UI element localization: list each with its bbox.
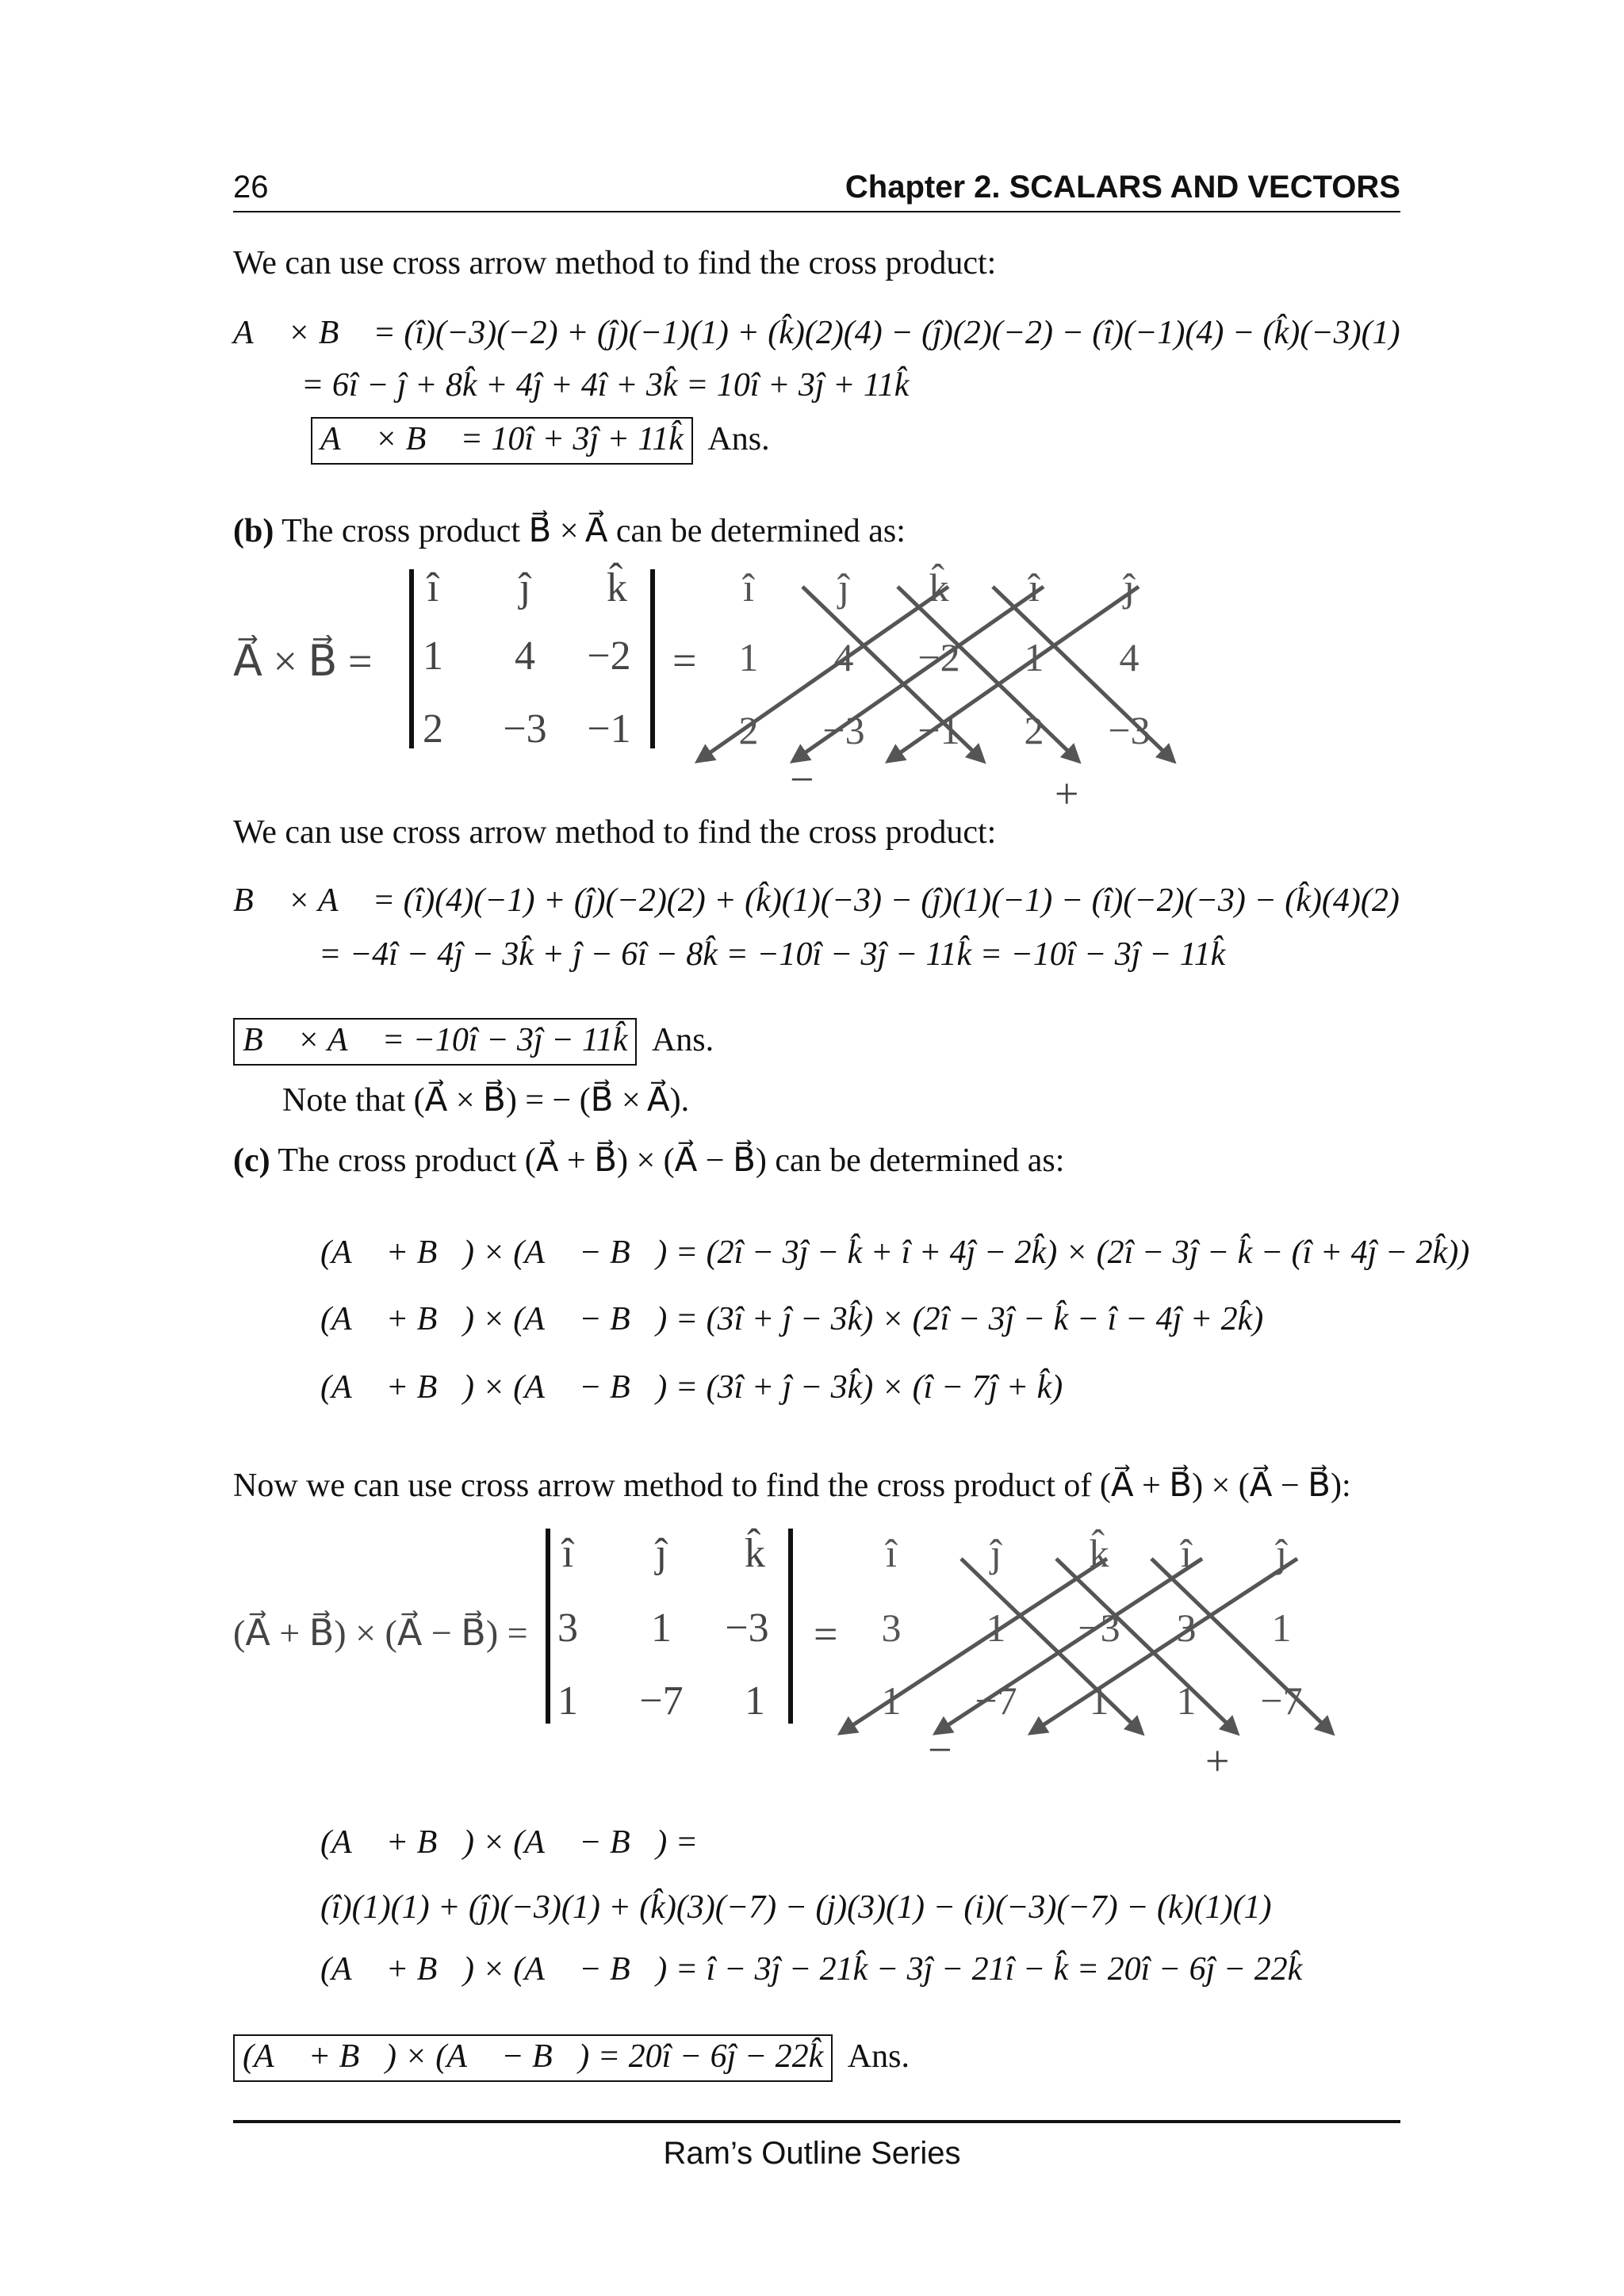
det1-cell: −3 bbox=[503, 706, 547, 752]
det2-exp-cell: î bbox=[886, 1531, 897, 1575]
det2-lhs: (A⃗ + B⃗) × (A⃗ − B⃗) = bbox=[233, 1613, 528, 1653]
det1-exp-cell: 1 bbox=[1024, 635, 1044, 679]
bxa-result-line bbox=[233, 1018, 714, 1066]
bxa-equation-1: B⃗ × A⃗ = (î)(4)(−1) + (ĵ)(−2)(2) + (k̂)(1)(−3) − (ĵ)(1)(−1) − (î)(−2)(−3) − (k̂)(4)(2) bbox=[233, 882, 1400, 919]
det1-cell: ĵ bbox=[519, 565, 531, 610]
det2-exp-cell: 3 bbox=[881, 1605, 902, 1650]
det1-cell: 2 bbox=[423, 706, 443, 752]
part-c-heading bbox=[233, 1140, 1064, 1180]
part-b-heading bbox=[233, 511, 906, 550]
det1-cell: k̂ bbox=[607, 565, 627, 610]
det2-equals: = bbox=[814, 1610, 838, 1658]
det2-exp-cell: ĵ bbox=[990, 1531, 1002, 1575]
det2-exp-cell: î bbox=[1181, 1531, 1192, 1575]
det1-exp-cell: 2 bbox=[738, 708, 759, 752]
c-result-box: (A⃗ + B⃗) × (A⃗ − B⃗) = 20î − 6ĵ − 22k̂ bbox=[233, 2034, 833, 2082]
ans-label: Ans. bbox=[651, 1022, 714, 1058]
chapter-title: Chapter 2. SCALARS AND VECTORS bbox=[845, 170, 1400, 205]
det2-exp-cell: 1 bbox=[881, 1678, 902, 1723]
det2-exp-cell: ĵ bbox=[1276, 1531, 1287, 1575]
axb-equation-1: A⃗ × B⃗ = (î)(−3)(−2) + (ĵ)(−1)(1) + (k̂)(2)(4) − (ĵ)(2)(−2) − (î)(−1)(4) − (k̂)(−3)(1) bbox=[233, 315, 1400, 351]
axb-result-box: A⃗ × B⃗ = 10î + 3ĵ + 11k̂ bbox=[311, 417, 693, 465]
det1-exp-cell: 2 bbox=[1024, 708, 1044, 752]
intro-text-2: We can use cross arrow method to find the cross product: bbox=[233, 814, 997, 851]
det1-cell: 4 bbox=[515, 633, 535, 679]
det1-exp-cell: 1 bbox=[738, 635, 759, 679]
note-text: Note that (A⃗ × B⃗) = − (B⃗ × A⃗). bbox=[282, 1082, 690, 1119]
det1-exp-cell: ĵ bbox=[838, 565, 849, 610]
part-c-label: (c) bbox=[233, 1142, 270, 1179]
det1-plus-sign: + bbox=[1055, 770, 1079, 817]
det2-exp-cell: −3 bbox=[1078, 1605, 1120, 1650]
det2-cell: 1 bbox=[557, 1678, 578, 1724]
det1-exp-cell: −3 bbox=[1108, 708, 1151, 752]
det1-exp-cell: î bbox=[1028, 565, 1040, 610]
det1-equals: = bbox=[672, 637, 697, 684]
part-b-text: The cross product B⃗ × A⃗ can be determined as: bbox=[282, 513, 906, 549]
det2-cell: 1 bbox=[745, 1678, 765, 1724]
ans-label: Ans. bbox=[847, 2038, 910, 2075]
det1-exp-cell: −2 bbox=[917, 635, 960, 679]
intro-text-3: Now we can use cross arrow method to find the cross product of (A⃗ + B⃗) × (A⃗ − B⃗): bbox=[233, 1468, 1351, 1504]
det2-exp-cell: 3 bbox=[1176, 1605, 1197, 1650]
axb-result-line bbox=[311, 417, 770, 465]
det1-exp-cell: 4 bbox=[1119, 635, 1139, 679]
part-b-label: (b) bbox=[233, 513, 274, 549]
bxa-equation-2: = −4î − 4ĵ − 3k̂ + ĵ − 6î − 8k̂ = −10î − 3ĵ − 11k̂ = −10î − 3ĵ − 11k̂ bbox=[319, 936, 1226, 973]
det2-cell: 1 bbox=[651, 1605, 672, 1651]
c-result-line-2: (î)(1)(1) + (ĵ)(−3)(1) + (k̂)(3)(−7) − (j)(3)(1) − (i)(−3)(−7) − (k)(1)(1) bbox=[320, 1889, 1272, 1926]
c-result-line-1: (A⃗ + B⃗) × (A⃗ − B⃗) = bbox=[320, 1824, 699, 1861]
det1-exp-cell: î bbox=[743, 565, 754, 610]
det2-exp-cell: 1 bbox=[1089, 1678, 1109, 1723]
bxa-result-box: B⃗ × A⃗ = −10î − 3ĵ − 11k̂ bbox=[233, 1018, 637, 1066]
det2-exp-cell: −7 bbox=[1260, 1678, 1303, 1723]
c-equation-2: (A⃗ + B⃗) × (A⃗ − B⃗) = (3î + ĵ − 3k̂) × (2î − 3ĵ − k̂ − î − 4ĵ + 2k̂) bbox=[320, 1301, 1264, 1337]
header-rule bbox=[233, 211, 1400, 212]
det1-cell: −2 bbox=[587, 633, 631, 679]
part-c-text: The cross product (A⃗ + B⃗) × (A⃗ − B⃗) can be determined as: bbox=[278, 1142, 1065, 1179]
c-equation-1: (A⃗ + B⃗) × (A⃗ − B⃗) = (2î − 3ĵ − k̂ + î + 4ĵ − 2k̂) × (2î − 3ĵ − k̂ − (î + 4ĵ − 2k̂)) bbox=[320, 1234, 1470, 1271]
det2-cell: −3 bbox=[725, 1605, 769, 1651]
det2-cell: ĵ bbox=[655, 1531, 668, 1576]
det2-plus-sign: + bbox=[1205, 1737, 1230, 1785]
ans-label: Ans. bbox=[707, 421, 770, 457]
footer-rule bbox=[233, 2120, 1400, 2123]
det1-cell: î bbox=[427, 565, 439, 610]
c-equation-3: (A⃗ + B⃗) × (A⃗ − B⃗) = (3î + ĵ − 3k̂) × (î − 7ĵ + k̂) bbox=[320, 1369, 1063, 1406]
det2-exp-cell: k̂ bbox=[1089, 1531, 1109, 1575]
axb-equation-2: = 6î − ĵ + 8k̂ + 4ĵ + 4î + 3k̂ = 10î + 3ĵ + 11k̂ bbox=[301, 367, 910, 404]
c-final-result-line bbox=[233, 2034, 910, 2082]
intro-text-1: We can use cross arrow method to find the cross product: bbox=[233, 245, 997, 281]
det1-exp-cell: 4 bbox=[833, 635, 854, 679]
c-result-line-3: (A⃗ + B⃗) × (A⃗ − B⃗) = î − 3ĵ − 21k̂ − 3ĵ − 21î − k̂ = 20î − 6ĵ − 22k̂ bbox=[320, 1951, 1303, 1988]
det2-exp-cell: 1 bbox=[1271, 1605, 1292, 1650]
det1-cell: −1 bbox=[587, 706, 631, 752]
det2-cell: î bbox=[561, 1531, 574, 1576]
det2-exp-cell: 1 bbox=[1176, 1678, 1197, 1723]
det2-cell: 3 bbox=[557, 1605, 578, 1651]
page-number: 26 bbox=[233, 170, 269, 205]
det2-exp-cell: −7 bbox=[975, 1678, 1017, 1723]
det1-exp-cell: −3 bbox=[822, 708, 865, 752]
det1-exp-cell: ĵ bbox=[1124, 565, 1135, 610]
det2-exp-cell: 1 bbox=[986, 1605, 1006, 1650]
det1-exp-cell: −1 bbox=[917, 708, 960, 752]
det1-minus-sign: − bbox=[790, 756, 814, 803]
det1-lhs: A⃗ × B⃗ = bbox=[233, 637, 373, 685]
det2-minus-sign: − bbox=[928, 1726, 952, 1774]
det2-cell: k̂ bbox=[745, 1531, 765, 1576]
det1-exp-cell: k̂ bbox=[929, 565, 949, 610]
det2-cell: −7 bbox=[639, 1678, 684, 1724]
det1-cell: 1 bbox=[423, 633, 443, 679]
footer-series: Ram’s Outline Series bbox=[663, 2136, 961, 2171]
